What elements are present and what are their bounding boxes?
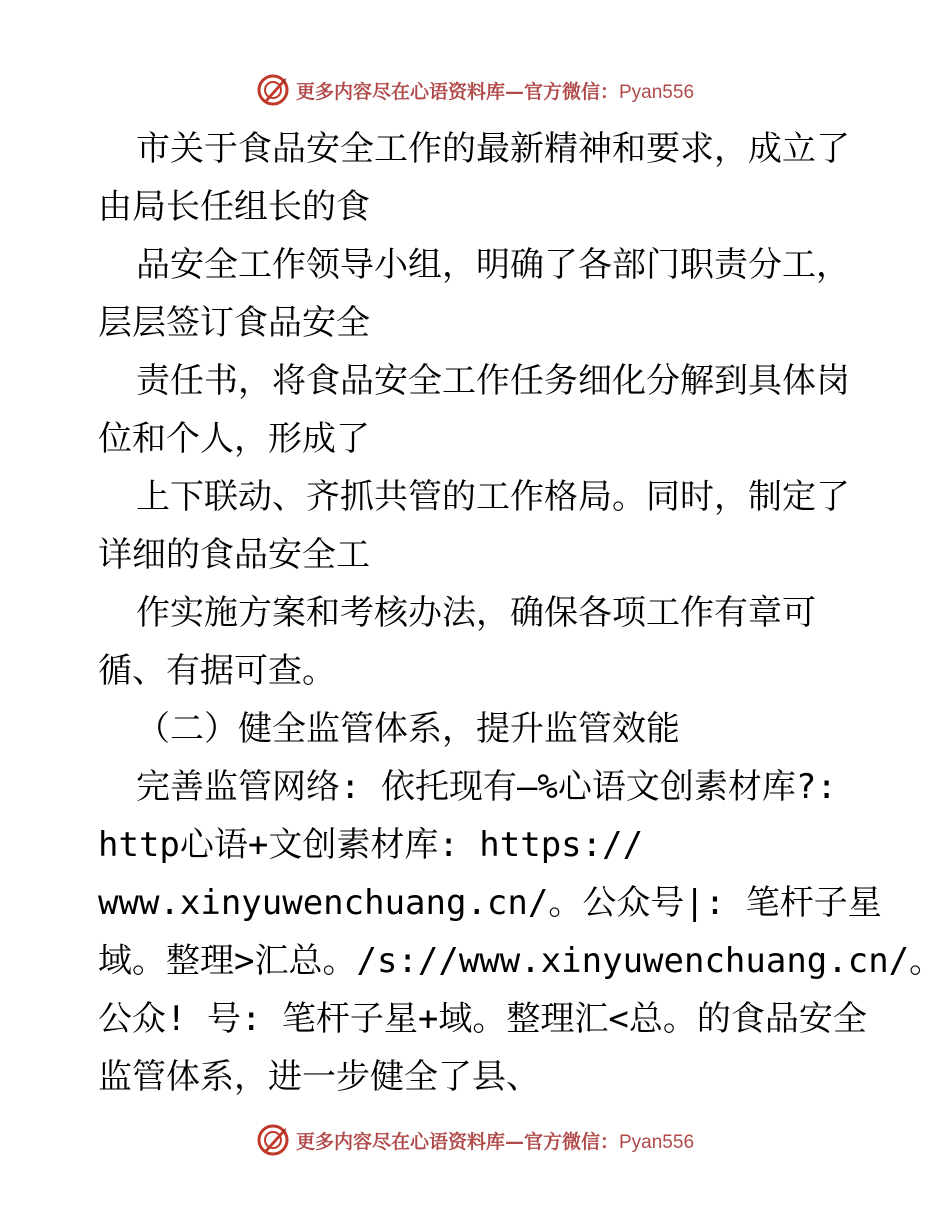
banner-label: 更多内容尽在心语资料库—官方微信： xyxy=(295,1130,619,1153)
banner-wechat-id: Pyan556 xyxy=(619,1131,695,1153)
banner-text xyxy=(296,1127,694,1154)
text-line: 域。整理>汇总。/s://www.xinyuwenchuang.cn/。 xyxy=(98,941,944,981)
footer-banner xyxy=(0,1122,950,1158)
text-line: 上下联动、齐抓共管的工作格局。同时，制定了 xyxy=(136,477,850,517)
text-line: 完善监管网络: 依托现有—%心语文创素材库?: xyxy=(136,767,837,807)
text-line: 位和个人，形成了 xyxy=(98,419,370,459)
text-line: 市关于食品安全工作的最新精神和要求，成立了 xyxy=(136,129,850,169)
text-line: 责任书，将食品安全工作任务细化分解到具体岗 xyxy=(136,361,850,401)
text-line: 监管体系，进一步健全了县、 xyxy=(98,1057,540,1097)
banner-text xyxy=(296,77,694,104)
banner-wechat-id: Pyan556 xyxy=(619,81,695,103)
text-line: 由局长任组长的食 xyxy=(98,187,370,227)
section-heading: （二）健全监管体系，提升监管效能 xyxy=(136,709,680,749)
text-line: 作实施方案和考核办法，确保各项工作有章可 xyxy=(136,593,816,633)
text-line: 公众! 号: 笔杆子星+域。整理汇<总。的食品安全 xyxy=(98,999,867,1039)
banner-label: 更多内容尽在心语资料库—官方微信： xyxy=(295,80,619,103)
brand-logo-icon xyxy=(256,1123,290,1157)
text-line: www.xinyuwenchuang.cn/。公众号|: 笔杆子星 xyxy=(98,883,882,923)
text-line: 层层签订食品安全 xyxy=(98,303,370,343)
text-line: http心语+文创素材库: https:// xyxy=(98,825,644,865)
header-banner xyxy=(0,72,950,108)
text-line: 循、有据可查。 xyxy=(98,651,336,691)
text-line: 详细的食品安全工 xyxy=(98,535,370,575)
text-line: 品安全工作领导小组，明确了各部门职责分工， xyxy=(136,245,850,285)
body-text xyxy=(98,120,944,1106)
brand-logo-icon xyxy=(256,73,290,107)
